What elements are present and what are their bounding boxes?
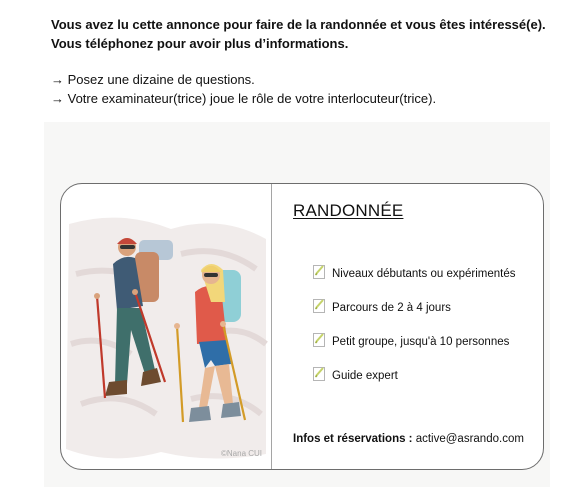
- pencil-check-icon: [313, 298, 326, 313]
- feature-item: [313, 325, 515, 359]
- contact-label: Infos et réservations :: [293, 433, 413, 445]
- feature-text: Guide expert: [332, 370, 398, 382]
- feature-item: [313, 291, 515, 325]
- hikers-illustration: [61, 184, 271, 469]
- feature-text: Parcours de 2 à 4 jours: [332, 302, 451, 314]
- ad-card: [60, 183, 544, 470]
- image-credit: ©Nana CUI: [221, 449, 263, 458]
- pencil-check-icon: [313, 366, 326, 381]
- instruction-line-2: Vous téléphonez pour avoir plus d’informations.: [51, 36, 349, 51]
- contact-email: active@asrando.com: [415, 433, 524, 445]
- instructions: [51, 15, 566, 108]
- feature-list: [313, 257, 515, 393]
- instruction-line-1: Vous avez lu cette annonce pour faire de la randonnée et vous êtes intéressé(e).: [51, 17, 546, 32]
- feature-text: Petit groupe, jusqu'à 10 personnes: [332, 336, 510, 348]
- task-line-1: → Posez une dizaine de questions.: [51, 72, 255, 87]
- pencil-check-icon: [313, 264, 326, 279]
- feature-item: [313, 359, 515, 393]
- ad-title: RANDONNÉE: [293, 201, 404, 220]
- task-line-2: → Votre examinateur(trice) joue le rôle de votre interlocuteur(trice).: [51, 91, 437, 106]
- contact-line: [293, 433, 524, 445]
- pencil-check-icon: [313, 332, 326, 347]
- feature-item: [313, 257, 515, 291]
- card-divider: [271, 184, 272, 469]
- feature-text: Niveaux débutants ou expérimentés: [332, 268, 516, 280]
